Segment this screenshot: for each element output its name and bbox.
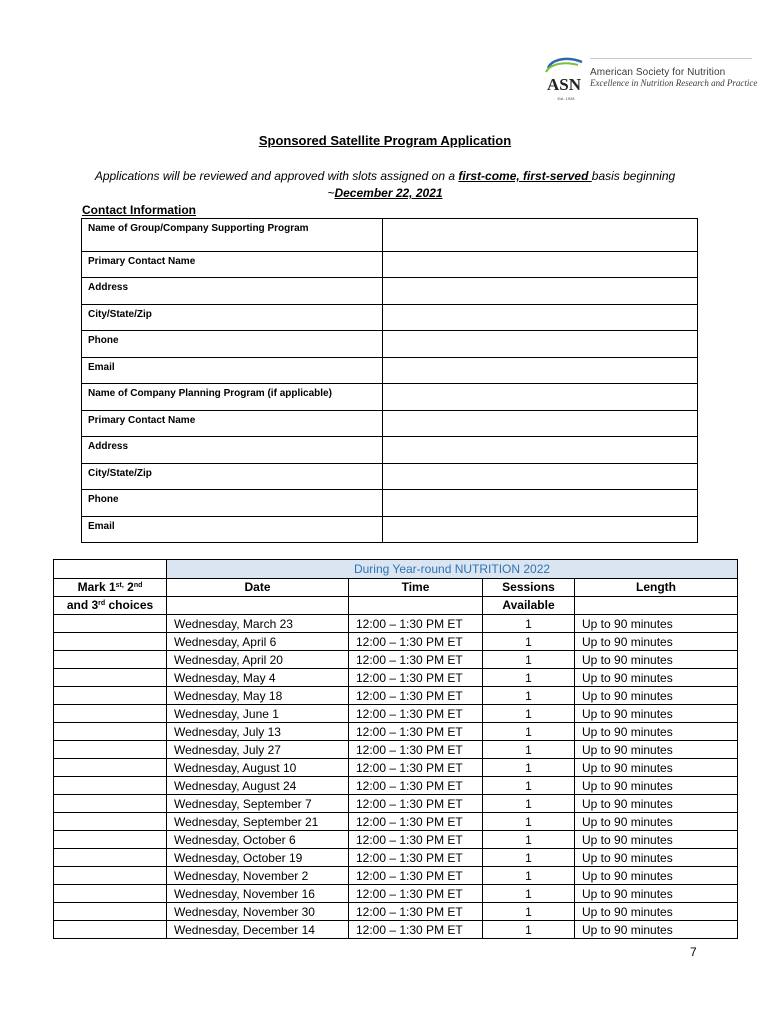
contact-row	[82, 411, 698, 437]
schedule-row	[54, 759, 738, 777]
choice-mark-cell[interactable]	[54, 705, 167, 723]
length-cell: Up to 90 minutes	[575, 885, 738, 903]
intro-paragraph	[90, 168, 680, 202]
contact-value-field[interactable]	[383, 358, 698, 384]
mark-choices-header-line2	[54, 597, 167, 615]
schedule-row	[54, 741, 738, 759]
length-cell: Up to 90 minutes	[575, 921, 738, 939]
schedule-row	[54, 849, 738, 867]
length-cell: Up to 90 minutes	[575, 705, 738, 723]
time-cell: 12:00 – 1:30 PM ET	[349, 687, 483, 705]
date-cell: Wednesday, October 6	[167, 831, 349, 849]
schedule-header-row-2	[54, 597, 738, 615]
mark-header-sup: nd	[133, 582, 143, 589]
intro-text-2: basis beginning ~	[327, 169, 676, 200]
contact-label: Name of Group/Company Supporting Program	[82, 219, 383, 252]
intro-text-1: Applications will be reviewed and approved with slots assigned on a	[94, 169, 459, 183]
sessions-column-header-line2: Available	[483, 597, 575, 615]
logo-est: Est. 1928	[557, 96, 575, 101]
sessions-cell: 1	[483, 921, 575, 939]
contact-label: Primary Contact Name	[82, 411, 383, 437]
schedule-band-title: During Year-round NUTRITION 2022	[167, 560, 738, 579]
sessions-cell: 1	[483, 777, 575, 795]
date-cell: Wednesday, June 1	[167, 705, 349, 723]
choice-mark-cell[interactable]	[54, 687, 167, 705]
time-cell: 12:00 – 1:30 PM ET	[349, 741, 483, 759]
sessions-cell: 1	[483, 831, 575, 849]
choice-mark-cell[interactable]	[54, 615, 167, 633]
schedule-row	[54, 867, 738, 885]
contact-label: Primary Contact Name	[82, 252, 383, 278]
sessions-cell: 1	[483, 687, 575, 705]
choice-mark-cell[interactable]	[54, 813, 167, 831]
contact-label: City/State/Zip	[82, 464, 383, 490]
document-title: Sponsored Satellite Program Application	[258, 133, 512, 148]
schedule-row	[54, 903, 738, 921]
time-column-header: Time	[349, 579, 483, 597]
choice-mark-cell[interactable]	[54, 777, 167, 795]
sessions-cell: 1	[483, 723, 575, 741]
mark-header-text: choices	[105, 598, 154, 612]
time-cell: 12:00 – 1:30 PM ET	[349, 867, 483, 885]
time-cell: 12:00 – 1:30 PM ET	[349, 885, 483, 903]
mark-header-text: Mark 1	[77, 580, 116, 594]
length-cell: Up to 90 minutes	[575, 687, 738, 705]
time-cell: 12:00 – 1:30 PM ET	[349, 777, 483, 795]
contact-value-field[interactable]	[383, 219, 698, 252]
schedule-row	[54, 633, 738, 651]
time-cell: 12:00 – 1:30 PM ET	[349, 705, 483, 723]
asn-logo	[542, 56, 758, 104]
date-cell: Wednesday, August 24	[167, 777, 349, 795]
time-cell: 12:00 – 1:30 PM ET	[349, 759, 483, 777]
mark-header-sup: st,	[115, 582, 124, 589]
contact-row	[82, 252, 698, 278]
contact-row	[82, 305, 698, 331]
date-cell: Wednesday, March 23	[167, 615, 349, 633]
schedule-row	[54, 615, 738, 633]
choice-mark-cell[interactable]	[54, 867, 167, 885]
contact-row	[82, 219, 698, 252]
choice-mark-cell[interactable]	[54, 795, 167, 813]
time-cell: 12:00 – 1:30 PM ET	[349, 651, 483, 669]
logo-rule	[590, 58, 752, 59]
contact-value-field[interactable]	[383, 384, 698, 411]
schedule-row	[54, 813, 738, 831]
contact-label: Email	[82, 358, 383, 384]
contact-label: Address	[82, 437, 383, 464]
time-cell: 12:00 – 1:30 PM ET	[349, 849, 483, 867]
time-cell: 12:00 – 1:30 PM ET	[349, 795, 483, 813]
choice-mark-cell[interactable]	[54, 885, 167, 903]
contact-information-table	[81, 218, 698, 543]
date-cell: Wednesday, December 14	[167, 921, 349, 939]
choice-mark-cell[interactable]	[54, 759, 167, 777]
schedule-band-row	[54, 560, 738, 579]
contact-value-field[interactable]	[383, 464, 698, 490]
date-cell: Wednesday, April 6	[167, 633, 349, 651]
sessions-cell: 1	[483, 795, 575, 813]
logo-organization-name: American Society for Nutrition	[590, 67, 726, 78]
contact-label: Email	[82, 517, 383, 543]
sessions-cell: 1	[483, 849, 575, 867]
contact-information-heading: Contact Information	[82, 203, 196, 217]
length-cell: Up to 90 minutes	[575, 795, 738, 813]
date-cell: Wednesday, September 7	[167, 795, 349, 813]
sessions-column-header: Sessions	[483, 579, 575, 597]
choice-mark-cell[interactable]	[54, 921, 167, 939]
schedule-row	[54, 777, 738, 795]
contact-value-field[interactable]	[383, 437, 698, 464]
date-cell: Wednesday, May 4	[167, 669, 349, 687]
schedule-row	[54, 723, 738, 741]
length-header-blank	[575, 597, 738, 615]
choice-mark-cell[interactable]	[54, 831, 167, 849]
sessions-cell: 1	[483, 903, 575, 921]
schedule-row	[54, 669, 738, 687]
length-cell: Up to 90 minutes	[575, 813, 738, 831]
choice-mark-cell[interactable]	[54, 741, 167, 759]
contact-label: Phone	[82, 490, 383, 517]
sessions-cell: 1	[483, 741, 575, 759]
time-cell: 12:00 – 1:30 PM ET	[349, 615, 483, 633]
contact-value-field[interactable]	[383, 331, 698, 358]
contact-value-field[interactable]	[383, 278, 698, 305]
date-cell: Wednesday, October 19	[167, 849, 349, 867]
sessions-cell: 1	[483, 759, 575, 777]
contact-row	[82, 517, 698, 543]
date-cell: Wednesday, November 30	[167, 903, 349, 921]
choice-mark-cell[interactable]	[54, 723, 167, 741]
time-cell: 12:00 – 1:30 PM ET	[349, 723, 483, 741]
corner-cell	[54, 560, 167, 579]
sessions-cell: 1	[483, 885, 575, 903]
length-column-header: Length	[575, 579, 738, 597]
contact-label: Phone	[82, 331, 383, 358]
schedule-row	[54, 795, 738, 813]
time-cell: 12:00 – 1:30 PM ET	[349, 813, 483, 831]
schedule-row	[54, 921, 738, 939]
contact-row	[82, 384, 698, 411]
contact-row	[82, 358, 698, 384]
date-cell: Wednesday, July 27	[167, 741, 349, 759]
contact-row	[82, 464, 698, 490]
schedule-row	[54, 831, 738, 849]
time-cell: 12:00 – 1:30 PM ET	[349, 669, 483, 687]
schedule-row	[54, 885, 738, 903]
contact-row	[82, 490, 698, 517]
choice-mark-cell[interactable]	[54, 849, 167, 867]
length-cell: Up to 90 minutes	[575, 741, 738, 759]
intro-emphasis-date: December 22, 2021	[334, 186, 443, 200]
schedule-table	[53, 559, 738, 939]
date-cell: Wednesday, July 13	[167, 723, 349, 741]
length-cell: Up to 90 minutes	[575, 723, 738, 741]
length-cell: Up to 90 minutes	[575, 777, 738, 795]
mark-header-text: 2	[123, 580, 134, 594]
length-cell: Up to 90 minutes	[575, 759, 738, 777]
contact-value-field[interactable]	[383, 305, 698, 331]
contact-value-field[interactable]	[383, 490, 698, 517]
sessions-cell: 1	[483, 615, 575, 633]
mark-header-sup: rd	[98, 600, 106, 607]
contact-row	[82, 278, 698, 305]
contact-row	[82, 437, 698, 464]
sessions-cell: 1	[483, 867, 575, 885]
sessions-cell: 1	[483, 651, 575, 669]
length-cell: Up to 90 minutes	[575, 831, 738, 849]
sessions-cell: 1	[483, 705, 575, 723]
time-cell: 12:00 – 1:30 PM ET	[349, 903, 483, 921]
schedule-row	[54, 651, 738, 669]
date-cell: Wednesday, August 10	[167, 759, 349, 777]
contact-label: Name of Company Planning Program (if applicable)	[82, 384, 383, 411]
length-cell: Up to 90 minutes	[575, 849, 738, 867]
date-cell: Wednesday, May 18	[167, 687, 349, 705]
mark-choices-header	[54, 579, 167, 597]
choice-mark-cell[interactable]	[54, 651, 167, 669]
contact-value-field[interactable]	[383, 252, 698, 278]
contact-value-field[interactable]	[383, 411, 698, 437]
schedule-row	[54, 705, 738, 723]
choice-mark-cell[interactable]	[54, 903, 167, 921]
length-cell: Up to 90 minutes	[575, 669, 738, 687]
date-cell: Wednesday, September 21	[167, 813, 349, 831]
sessions-cell: 1	[483, 669, 575, 687]
contact-row	[82, 331, 698, 358]
time-cell: 12:00 – 1:30 PM ET	[349, 831, 483, 849]
date-cell: Wednesday, November 2	[167, 867, 349, 885]
date-cell: Wednesday, April 20	[167, 651, 349, 669]
date-column-header: Date	[167, 579, 349, 597]
mark-header-text: and 3	[66, 598, 99, 612]
length-cell: Up to 90 minutes	[575, 651, 738, 669]
page-number: 7	[690, 945, 697, 959]
time-cell: 12:00 – 1:30 PM ET	[349, 921, 483, 939]
choice-mark-cell[interactable]	[54, 633, 167, 651]
contact-value-field[interactable]	[383, 517, 698, 543]
length-cell: Up to 90 minutes	[575, 867, 738, 885]
contact-label: Address	[82, 278, 383, 305]
length-cell: Up to 90 minutes	[575, 615, 738, 633]
sessions-cell: 1	[483, 633, 575, 651]
date-cell: Wednesday, November 16	[167, 885, 349, 903]
time-cell: 12:00 – 1:30 PM ET	[349, 633, 483, 651]
asn-logo-mark	[542, 56, 586, 104]
length-cell: Up to 90 minutes	[575, 633, 738, 651]
logo-tagline: Excellence in Nutrition Research and Practice	[590, 78, 758, 88]
schedule-header-row	[54, 579, 738, 597]
contact-label: City/State/Zip	[82, 305, 383, 331]
length-cell: Up to 90 minutes	[575, 903, 738, 921]
choice-mark-cell[interactable]	[54, 669, 167, 687]
logo-abbrev: ASN	[546, 75, 582, 94]
date-header-blank	[167, 597, 349, 615]
intro-emphasis-first-come: first-come, first-served	[458, 169, 592, 183]
schedule-row	[54, 687, 738, 705]
time-header-blank	[349, 597, 483, 615]
sessions-cell: 1	[483, 813, 575, 831]
